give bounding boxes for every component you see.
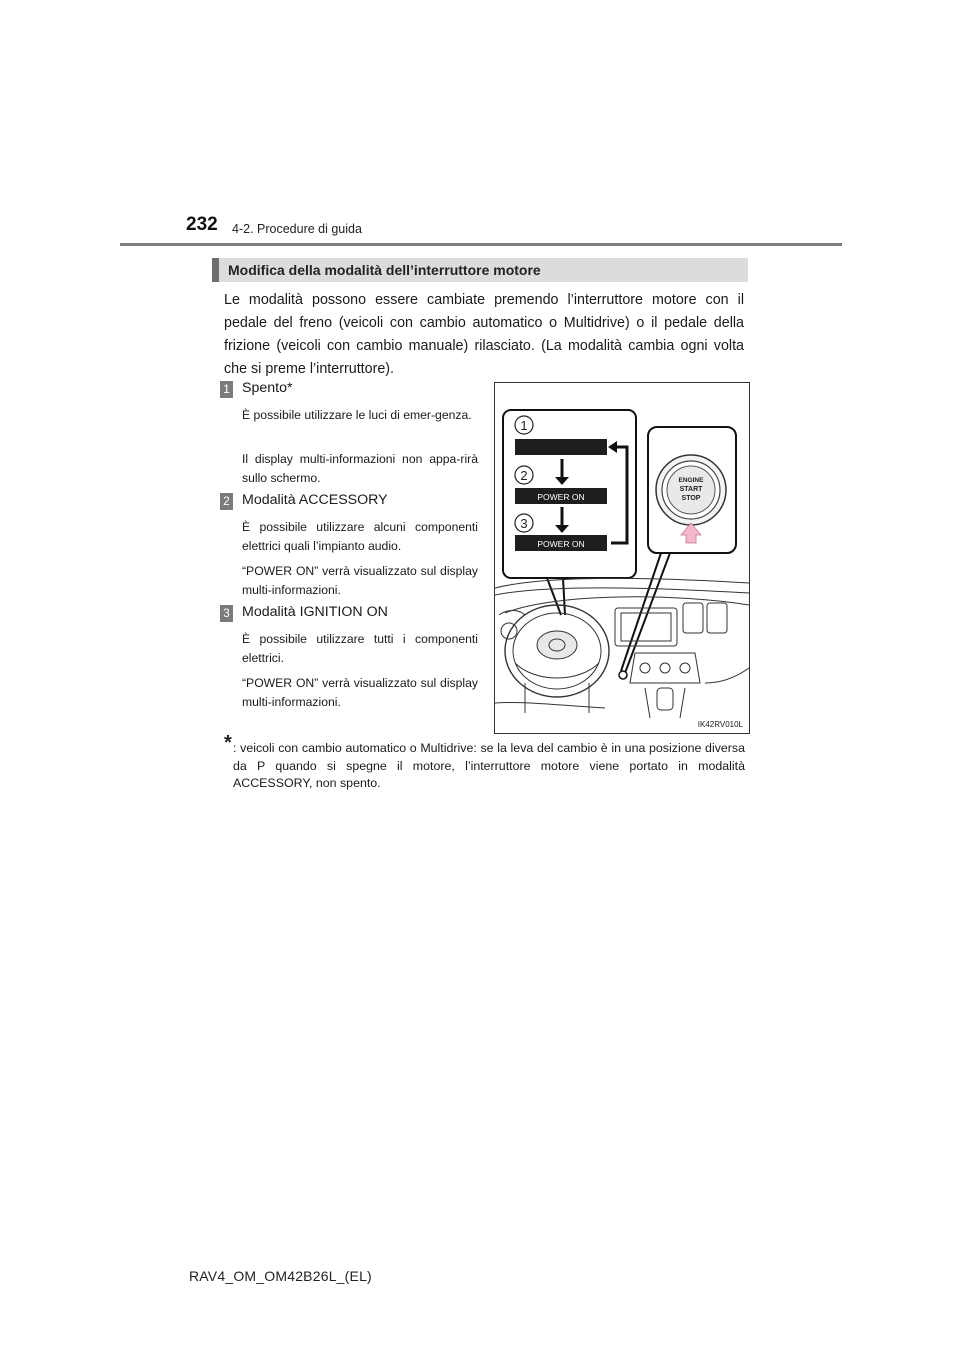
item-number-1: 1	[220, 381, 233, 398]
intro-paragraph: Le modalità possono essere cambiate premendo l’interruttore motore con il pedale del freno (veicoli con cambio automatico o Multidrive) o il pedale della frizione (veicoli con cambio manuale) rilasciato. (La modalità cambia ogni volta che si preme l’interruttore).	[224, 292, 744, 377]
section-title: 4-2. Procedure di guida	[232, 222, 362, 236]
page-number: 232	[186, 214, 218, 235]
item-title-3: Modalità IGNITION ON	[242, 604, 388, 620]
footer-document-code: RAV4_OM_OM42B26L_(EL)	[189, 1268, 372, 1284]
dashboard-line-art	[495, 578, 749, 718]
item-3-paragraph-1: È possibile utilizzare tutti i componenti elettrici.	[242, 632, 478, 665]
item-number-3: 3	[220, 605, 233, 622]
display-power-on-2: POWER ON	[537, 492, 585, 502]
svg-text:STOP: STOP	[681, 495, 701, 502]
item-1-paragraph-2: Il display multi-informazioni non appa-rirà sullo schermo.	[242, 452, 478, 485]
illustration-engine-switch	[494, 382, 750, 734]
callout-label-1: 1	[520, 418, 528, 433]
item-title-2: Modalità ACCESSORY	[242, 492, 388, 508]
item-1-paragraph-1: È possibile utilizzare le luci di emer-genza.	[242, 408, 472, 422]
display-power-on-3: POWER ON	[537, 539, 585, 549]
display-off	[515, 439, 607, 455]
callout-label-2: 2	[520, 468, 528, 483]
section-heading: Modifica della modalità dell’interruttore motore	[228, 262, 541, 278]
header-rule	[120, 243, 842, 246]
item-title-1: Spento*	[242, 380, 293, 396]
heading-accent	[212, 258, 219, 282]
item-2-paragraph-2: “POWER ON” verrà visualizzato sul display multi-informazioni.	[242, 564, 478, 597]
item-3-paragraph-2: “POWER ON” verrà visualizzato sul display multi-informazioni.	[242, 676, 478, 709]
section-heading-bar	[212, 258, 748, 282]
callout-label-3: 3	[520, 516, 528, 531]
figure-code: IK42RV010L	[697, 720, 743, 729]
svg-text:ENGINE: ENGINE	[678, 477, 704, 484]
footnote-text: : veicoli con cambio automatico o Multidrive: se la leva del cambio è in una posizione diversa da P quando si spegne il motore, l’interruttore motore viene portato in modalità ACCESSORY, non spento.	[233, 741, 745, 790]
footnote-marker: *	[224, 732, 232, 754]
dashboard-illustration	[495, 383, 749, 733]
svg-text:START: START	[679, 486, 703, 493]
item-number-2: 2	[220, 493, 233, 510]
item-2-paragraph-1: È possibile utilizzare alcuni componenti elettrici quali l’impianto audio.	[242, 520, 478, 553]
